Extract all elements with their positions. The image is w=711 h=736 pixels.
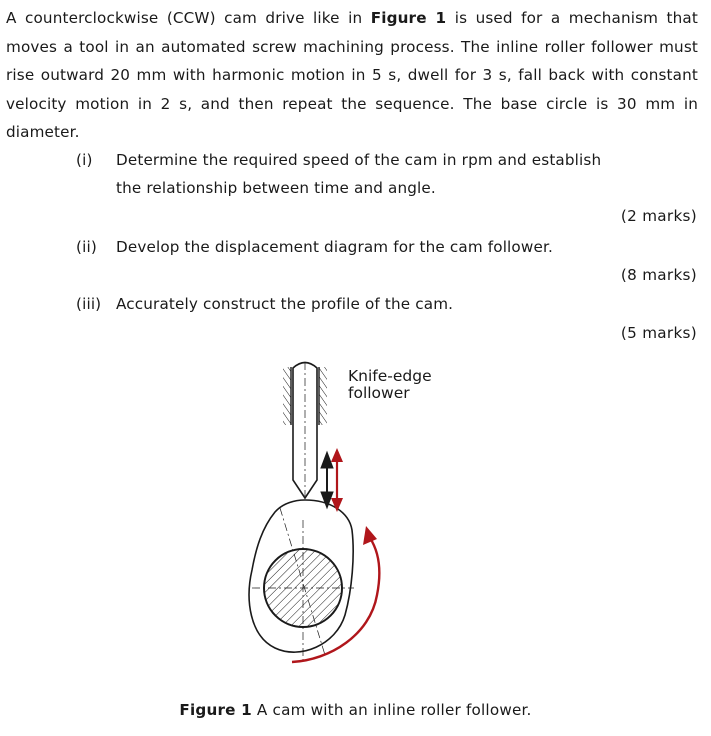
- part-iii-text: Accurately construct the profile of the cam.: [116, 295, 454, 313]
- part-i-text-line2: the relationship between time and angle.: [116, 179, 436, 197]
- intro-text-before: A counterclockwise (CCW) cam drive like in: [6, 9, 371, 27]
- figure-label-line1: Knife-edge: [348, 367, 432, 385]
- part-iii-marks: (5 marks): [620, 324, 697, 342]
- part-ii-number: (ii): [76, 238, 97, 256]
- guide-right: [319, 367, 327, 425]
- part-ii-text: Develop the displacement diagram for the cam follower.: [116, 238, 553, 256]
- part-i-marks: (2 marks): [620, 207, 697, 225]
- caption-label: Figure 1: [179, 701, 252, 719]
- intro-text-after: is used for a mechanism that moves a tool in an automated screw machining process. The inline roller follower must rise outward 20 mm with harmonic motion in 5 s, dwell for 3 s, fall back with constant velocity motion in 2 s, and then repeat the sequence. The base circle is 30 mm in diameter.: [6, 9, 698, 142]
- figure-label-line2: follower: [348, 384, 410, 402]
- part-i-text-line1: Determine the required speed of the cam in rpm and establish: [116, 151, 602, 169]
- caption-text: A cam with an inline roller follower.: [251, 701, 532, 719]
- part-iii-number: (iii): [76, 295, 102, 313]
- guide-left: [283, 367, 291, 425]
- part-i-number: (i): [76, 151, 93, 169]
- follower-motion-arrow: [321, 452, 333, 508]
- part-ii-marks: (8 marks): [620, 266, 697, 284]
- figure-caption: [0, 701, 711, 719]
- stroke-arrow-red: [331, 448, 343, 512]
- figure-reference: Figure 1: [370, 9, 447, 27]
